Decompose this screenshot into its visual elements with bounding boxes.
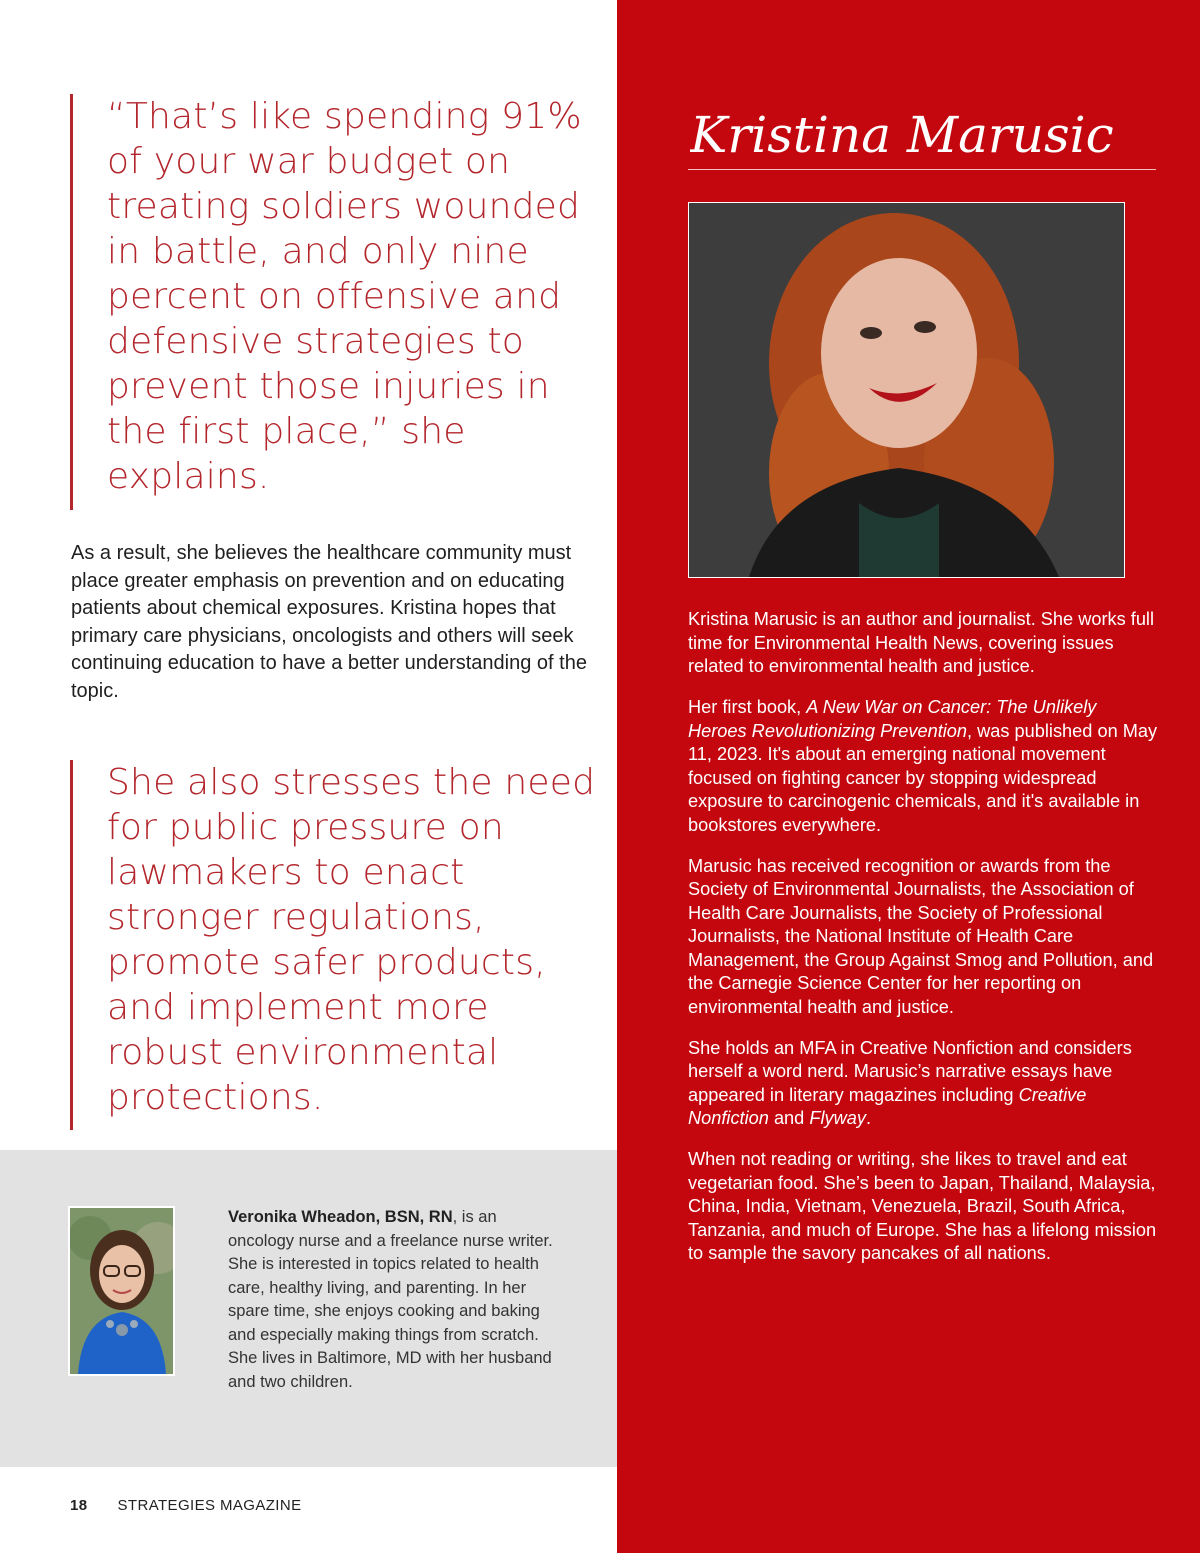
sidebar-paragraph-1: Kristina Marusic is an author and journalist. She works full time for Environmental Health News, covering issues related to environmental health and justice. bbox=[688, 609, 1155, 676]
signature-graphic bbox=[690, 100, 1160, 170]
portrait-illustration bbox=[689, 203, 1124, 577]
sidebar-paragraph-3: Marusic has received recognition or awards from the Society of Environmental Journalists, the Association of Health Care Journalists, the Society of Professional Journalists, the National Institute of Health Care Management, the Group Against Smog and Pollution, and the Carnegie Science Center for her reporting on environmental health and justice. bbox=[688, 855, 1154, 1017]
sidebar-paragraph-4 bbox=[688, 1037, 1158, 1131]
author-bio-text bbox=[228, 1206, 558, 1394]
magazine-title-2: Flyway bbox=[809, 1108, 866, 1128]
p2-suffix: , was published on May 11, 2023. It's about an emerging national movement focused on fighting cancer by stopping widespread exposure to carcinogenic chemicals, and it's available in bookstores everywhere. bbox=[688, 720, 1158, 835]
author-portrait-illustration bbox=[70, 1208, 173, 1374]
book-title: A New War on Cancer: The Unlikely Heroes Revolutionizing Prevention bbox=[688, 697, 1097, 741]
sidebar-paragraph-2 bbox=[688, 696, 1158, 837]
page-footer bbox=[70, 1497, 302, 1514]
magazine-title-1: Creative Nonfiction bbox=[688, 1084, 1087, 1128]
author-bio-description: , is an oncology nurse and a freelance nurse writer. She is interested in topics related to health care, healthy living, and parenting. In her spare time, she enjoys cooking and baking and especially making things from scratch. She lives in Baltimore, MD with her husband and two children. bbox=[228, 1208, 553, 1391]
signature-divider bbox=[688, 169, 1156, 170]
sidebar-paragraph-5: When not reading or writing, she likes to travel and eat vegetarian food. She’s been to Japan, Thailand, Malaysia, China, India, Vietnam, Venezuela, Brazil, South Africa, Tanzania, and much of Europe. She has a lifelong mission to sample the savory pancakes of all nations. bbox=[688, 1149, 1157, 1263]
p4-end: . bbox=[865, 1108, 871, 1128]
p4-prefix: She holds an MFA in Creative Nonfiction and considers herself a word nerd. Marusic’s narrative essays have appeared in literary magazines including bbox=[688, 1037, 1132, 1105]
signature-text: Kristina Marusic bbox=[690, 106, 1114, 164]
kristina-portrait bbox=[688, 202, 1125, 578]
p2-prefix: Her first book, bbox=[688, 697, 807, 717]
author-photo bbox=[68, 1206, 175, 1376]
page-number: 18 bbox=[70, 1497, 88, 1514]
sidebar-text bbox=[688, 608, 1158, 1283]
body-paragraph: As a result, she believes the healthcare community must place greater emphasis on prevention and on educating patients about chemical exposures. Kristina hopes that primary care physicians, oncologists and others will seek continuing education to have a better understanding of the topic. bbox=[71, 542, 587, 702]
p4-and: and bbox=[768, 1108, 810, 1128]
pull-quote-2: She also stresses the need for public pressure on lawmakers to enact stronger regulations, promote safer products, and implement more robust environmental protections. bbox=[70, 760, 607, 1130]
pull-quote-1: “That’s like spending 91% of your war budget on treating soldiers wounded in battle, and only nine percent on offensive and defensive strategies to prevent those injuries in the first place,” she explains. bbox=[70, 94, 607, 510]
author-name: Veronika Wheadon, BSN, RN bbox=[228, 1208, 453, 1226]
publication-name: STRATEGIES MAGAZINE bbox=[117, 1497, 302, 1514]
